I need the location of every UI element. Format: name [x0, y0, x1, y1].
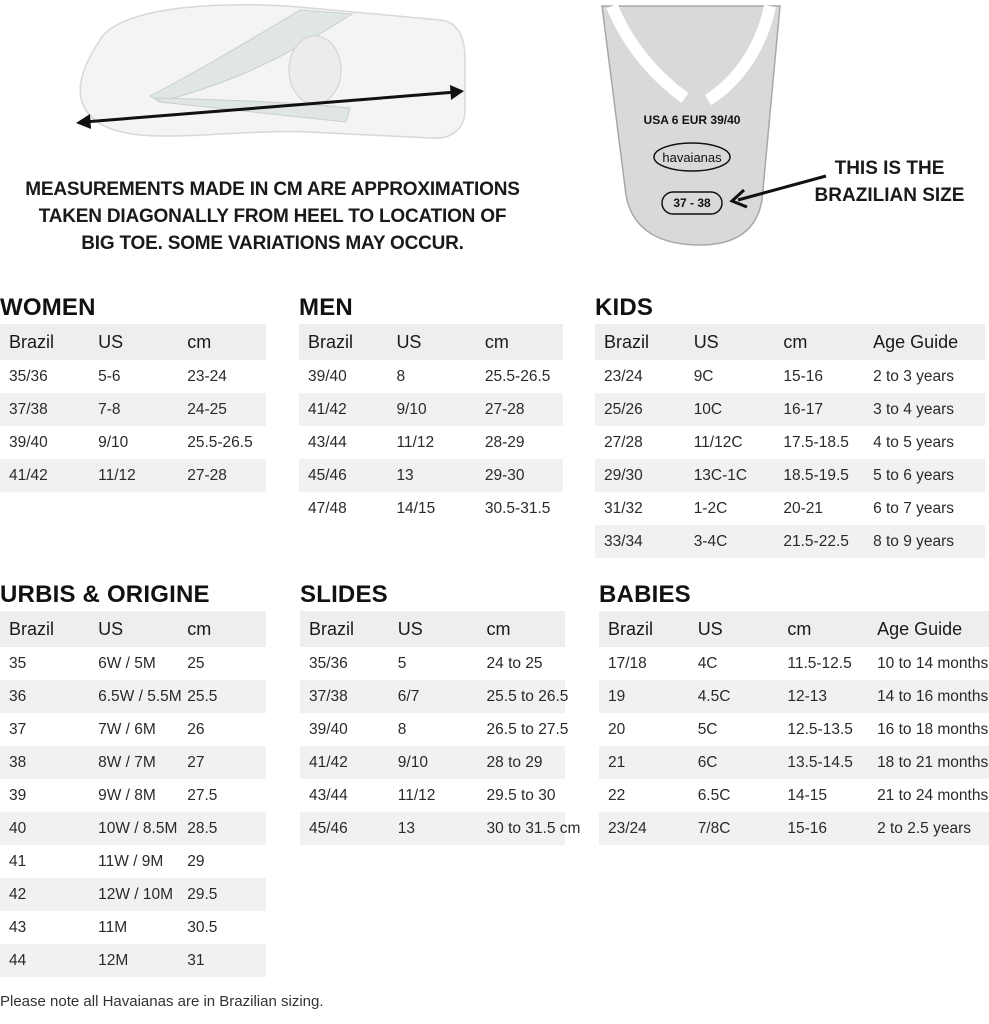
table-cell: 37/38	[0, 393, 89, 426]
table-cell: 27-28	[178, 459, 266, 492]
table-cell: 8W / 7M	[89, 746, 178, 779]
column-header: US	[89, 611, 178, 647]
table-cell: 30 to 31.5 cm	[478, 812, 565, 845]
column-header: Brazil	[595, 324, 685, 360]
column-header: US	[689, 611, 779, 647]
table-cell: 27	[178, 746, 266, 779]
table-cell: 13.5-14.5	[778, 746, 868, 779]
table-cell: 36	[0, 680, 89, 713]
table-cell: 41	[9, 852, 27, 870]
table-header-row	[599, 611, 989, 647]
table-cell: 27.5	[187, 786, 218, 804]
table-row	[595, 426, 985, 459]
table-cell: 41/42	[0, 459, 89, 492]
measurement-note	[20, 176, 525, 257]
table-row	[300, 713, 565, 746]
table-cell: 20	[608, 720, 626, 738]
table-cell: 25.5	[178, 680, 266, 713]
table-cell: 12.5-13.5	[787, 720, 853, 738]
table-cell: 25/26	[595, 393, 685, 426]
section-title: SLIDES	[300, 581, 388, 608]
table-cell: 15-16	[778, 812, 868, 845]
table-cell: 38	[0, 746, 89, 779]
column-header: Brazil	[299, 324, 387, 360]
table-cell: 1-2C	[693, 499, 728, 517]
callout-line-1: THIS IS THE	[834, 158, 945, 179]
table-cell: 24-25	[178, 393, 266, 426]
table-cell: 11.5-12.5	[787, 654, 852, 672]
table-cell: 21	[599, 746, 689, 779]
table-row	[0, 360, 266, 393]
table-cell: 27-28	[476, 393, 563, 426]
table-cell: 9W / 8M	[98, 786, 156, 804]
footnote: Please note all Havaianas are in Brazilian sizing.	[0, 993, 324, 1010]
column-header: US	[387, 324, 475, 360]
brazilian-size-callout	[812, 155, 967, 209]
table-cell: 23-24	[187, 367, 227, 385]
column-header: Brazil	[0, 324, 89, 360]
table-cell: 20-21	[783, 499, 824, 517]
table-cell: 26	[187, 720, 205, 738]
table-cell: 40	[0, 812, 89, 845]
table-row	[0, 779, 266, 812]
table-cell: 24 to 25	[486, 654, 543, 672]
table-cell: 26.5 to 27.5	[486, 720, 569, 738]
section-title: URBIS & ORIGINE	[0, 581, 210, 608]
table-cell: 29.5 to 30	[486, 786, 556, 804]
table-cell: 7/8C	[689, 812, 779, 845]
table-cell: 6.5W / 5.5M	[89, 680, 178, 713]
table-row	[0, 878, 266, 911]
table-row	[595, 525, 985, 558]
table-row	[595, 459, 985, 492]
table-row	[300, 779, 565, 812]
slides-size-section	[300, 581, 581, 845]
column-header: Brazil	[300, 611, 389, 647]
table-header-row	[299, 324, 563, 360]
table-cell: 27/28	[604, 433, 643, 451]
table-cell: 17.5-18.5	[783, 433, 849, 451]
table-cell: 11/12	[397, 786, 436, 804]
column-header: US	[389, 611, 478, 647]
sole-size-illustration	[590, 0, 800, 250]
table-cell: 15-16	[783, 367, 824, 385]
table-row	[595, 492, 985, 525]
table-row	[0, 426, 266, 459]
table-cell: 14 to 16 months	[868, 680, 989, 713]
table-header-row	[595, 324, 985, 360]
table-cell: 8	[397, 720, 407, 738]
table-cell: 8 to 9 years	[864, 525, 985, 558]
column-header: Brazil	[599, 611, 689, 647]
table-cell: 29-30	[476, 459, 563, 492]
table-row	[599, 713, 989, 746]
table-cell: 13	[389, 812, 478, 845]
table-row	[599, 812, 989, 845]
kids-size-section	[595, 294, 985, 558]
table-row	[300, 746, 565, 779]
table-row	[599, 680, 989, 713]
table-cell: 16 to 18 months	[877, 720, 989, 738]
measurement-note-line-3: BIG TOE. SOME VARIATIONS MAY OCCUR.	[81, 233, 464, 254]
women-size-table	[0, 324, 266, 492]
table-cell: 31/32	[604, 499, 643, 517]
table-cell: 22	[608, 786, 626, 804]
table-row	[300, 680, 565, 713]
table-cell: 11/12	[89, 459, 178, 492]
table-cell: 11M	[98, 918, 128, 936]
table-row	[595, 360, 985, 393]
section-title: BABIES	[599, 581, 691, 608]
table-cell: 41/42	[300, 746, 389, 779]
men-size-section	[299, 294, 563, 525]
table-cell: 18 to 21 months	[868, 746, 989, 779]
table-row	[595, 393, 985, 426]
table-cell: 43	[9, 918, 27, 936]
slides-size-table	[300, 611, 581, 845]
table-row	[0, 680, 266, 713]
table-cell: 18.5-19.5	[774, 459, 864, 492]
table-cell: 21 to 24 months	[877, 786, 989, 804]
column-header: cm	[778, 611, 868, 647]
table-cell: 45/46	[299, 459, 387, 492]
column-header: Age Guide	[864, 324, 985, 360]
table-row	[299, 426, 563, 459]
table-row	[0, 746, 266, 779]
table-cell: 5-6	[98, 367, 121, 385]
table-cell: 3-4C	[685, 525, 775, 558]
table-cell: 2 to 3 years	[873, 367, 955, 385]
sole-brand-logo: havaianas	[662, 150, 722, 165]
table-cell: 23/24	[599, 812, 689, 845]
table-cell: 6C	[689, 746, 779, 779]
table-cell: 39	[9, 786, 27, 804]
table-cell: 29	[187, 852, 205, 870]
column-header: cm	[774, 324, 864, 360]
table-row	[0, 459, 266, 492]
table-cell: 2 to 2.5 years	[868, 812, 989, 845]
table-cell: 6W / 5M	[98, 654, 156, 672]
column-header: cm	[478, 611, 565, 647]
table-cell: 3 to 4 years	[864, 393, 985, 426]
table-row	[300, 647, 565, 680]
table-cell: 29/30	[595, 459, 685, 492]
table-cell: 6 to 7 years	[873, 499, 955, 517]
table-cell: 7W / 6M	[98, 720, 156, 738]
men-size-table	[299, 324, 563, 525]
table-row	[0, 647, 266, 680]
table-cell: 39/40	[9, 433, 48, 451]
table-cell: 9/10	[387, 393, 475, 426]
table-row	[0, 845, 266, 878]
table-cell: 47/48	[308, 499, 347, 517]
table-cell: 21.5-22.5	[774, 525, 864, 558]
table-row	[0, 944, 266, 977]
babies-size-section	[599, 581, 989, 845]
table-cell: 13C-1C	[685, 459, 775, 492]
table-cell: 43/44	[308, 433, 347, 451]
table-cell: 37	[9, 720, 27, 738]
table-cell: 11/12C	[693, 433, 743, 451]
table-cell: 43/44	[309, 786, 348, 804]
table-cell: 25.5-26.5	[484, 367, 551, 385]
column-header: cm	[476, 324, 563, 360]
table-cell: 23/24	[604, 367, 643, 385]
babies-size-table	[599, 611, 989, 845]
sole-size-badge: 37 - 38	[673, 196, 711, 210]
table-cell: 35/36	[9, 367, 48, 385]
table-header-row	[300, 611, 565, 647]
table-row	[299, 459, 563, 492]
callout-line-2: BRAZILIAN SIZE	[814, 185, 965, 206]
table-cell: 7-8	[89, 393, 178, 426]
table-row	[300, 812, 565, 845]
table-cell: 28 to 29	[478, 746, 565, 779]
column-header: US	[89, 324, 178, 360]
kids-size-table	[595, 324, 985, 558]
column-header: cm	[178, 611, 266, 647]
table-row	[599, 779, 989, 812]
column-header: US	[685, 324, 775, 360]
table-row	[0, 713, 266, 746]
table-row	[0, 911, 266, 944]
table-cell: 25.5 to 26.5	[478, 680, 565, 713]
urbis-origine-size-section	[0, 581, 266, 977]
table-cell: 19	[599, 680, 689, 713]
table-cell: 33/34	[595, 525, 685, 558]
table-cell: 9/10	[389, 746, 478, 779]
table-cell: 8	[396, 367, 406, 385]
table-cell: 29.5	[178, 878, 266, 911]
table-cell: 35/36	[309, 654, 348, 672]
sole-top-label: USA 6 EUR 39/40	[643, 113, 741, 127]
table-row	[299, 492, 563, 525]
section-title: KIDS	[595, 294, 654, 321]
table-cell: 5	[397, 654, 407, 672]
table-cell: 13	[387, 459, 475, 492]
table-cell: 4 to 5 years	[873, 433, 955, 451]
table-cell: 25	[187, 654, 205, 672]
table-cell: 12-13	[778, 680, 868, 713]
table-cell: 6/7	[389, 680, 478, 713]
table-cell: 28-29	[484, 433, 525, 451]
table-cell: 28.5	[178, 812, 266, 845]
table-cell: 16-17	[774, 393, 864, 426]
table-cell: 11W / 9M	[98, 852, 164, 870]
measurement-note-line-2: TAKEN DIAGONALLY FROM HEEL TO LOCATION OF	[38, 206, 507, 227]
table-cell: 11/12	[396, 433, 435, 451]
column-header: Age Guide	[868, 611, 989, 647]
table-cell: 10 to 14 months	[877, 654, 989, 672]
measurement-note-line-1: MEASUREMENTS MADE IN CM ARE APPROXIMATIONS	[25, 179, 520, 200]
table-cell: 45/46	[300, 812, 389, 845]
table-cell: 30.5	[187, 918, 218, 936]
table-cell: 4.5C	[689, 680, 779, 713]
table-cell: 17/18	[608, 654, 647, 672]
table-cell: 10W / 8.5M	[89, 812, 178, 845]
table-cell: 39/40	[309, 720, 348, 738]
table-cell: 39/40	[308, 367, 347, 385]
table-header-row	[0, 611, 266, 647]
table-cell: 14/15	[396, 499, 436, 517]
table-row	[299, 393, 563, 426]
table-row	[599, 647, 989, 680]
column-header: cm	[178, 324, 266, 360]
table-cell: 42	[0, 878, 89, 911]
table-cell: 30.5-31.5	[484, 499, 551, 517]
table-cell: 12M	[89, 944, 178, 977]
table-cell: 44	[0, 944, 89, 977]
table-cell: 10C	[685, 393, 775, 426]
table-cell: 14-15	[787, 786, 828, 804]
table-row	[0, 812, 266, 845]
table-cell: 5 to 6 years	[864, 459, 985, 492]
table-cell: 6.5C	[697, 786, 731, 804]
table-cell: 41/42	[299, 393, 387, 426]
table-cell: 4C	[697, 654, 718, 672]
table-header-row	[0, 324, 266, 360]
table-row	[299, 360, 563, 393]
table-row	[0, 393, 266, 426]
section-title: WOMEN	[0, 294, 96, 321]
table-cell: 5C	[697, 720, 718, 738]
table-cell: 12W / 10M	[89, 878, 178, 911]
table-cell: 31	[178, 944, 266, 977]
table-row	[599, 746, 989, 779]
table-cell: 9/10	[98, 433, 129, 451]
women-size-section	[0, 294, 266, 492]
flip-flop-measure-illustration	[60, 0, 480, 150]
table-cell: 37/38	[300, 680, 389, 713]
table-cell: 25.5-26.5	[187, 433, 253, 451]
section-title: MEN	[299, 294, 353, 321]
column-header: Brazil	[0, 611, 89, 647]
table-cell: 35	[9, 654, 27, 672]
table-cell: 9C	[693, 367, 714, 385]
urbis-origine-size-table	[0, 611, 266, 977]
